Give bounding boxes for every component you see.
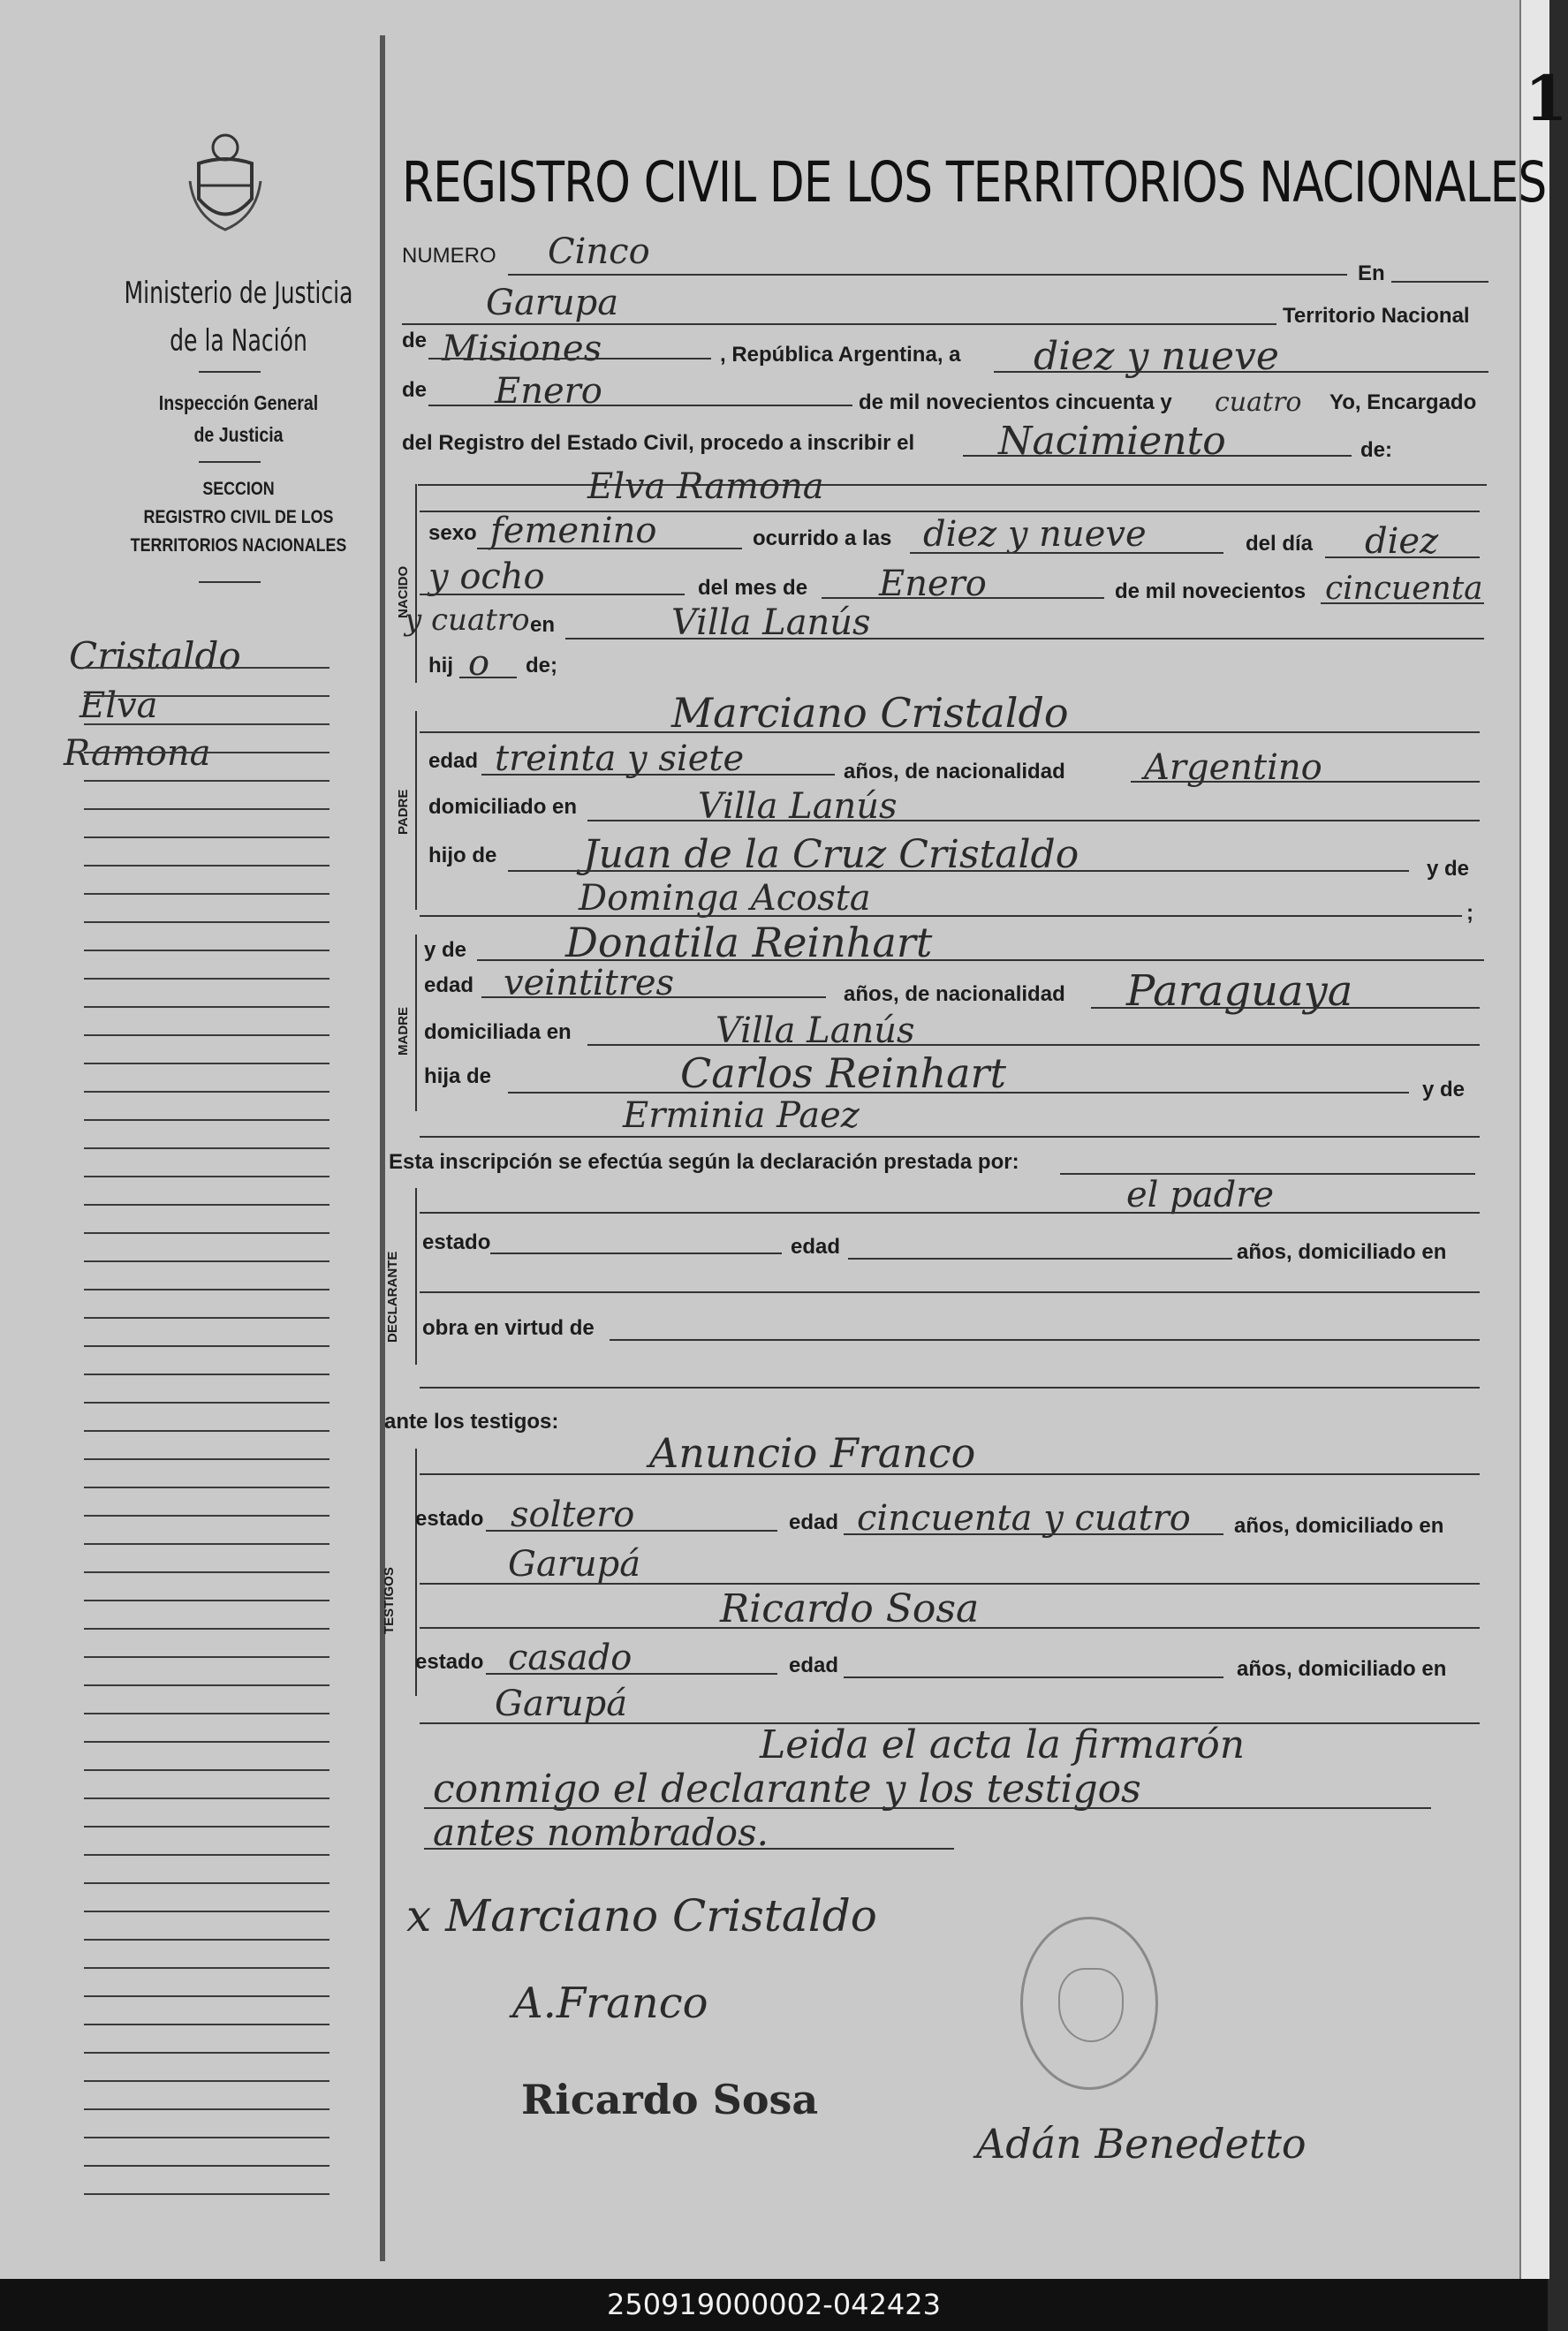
field-line [420, 594, 685, 595]
declarante-edad-label: edad [791, 1235, 841, 1259]
inspection-heading [111, 387, 367, 450]
en-label: en [530, 613, 556, 637]
margin-rule [84, 1882, 330, 1884]
declarante-value: el padre [1126, 1175, 1275, 1215]
ministry-line-1: Ministerio de Justicia [124, 276, 353, 311]
year-label: de mil novecientos cincuenta y [859, 390, 1172, 414]
testigo1-edad: cincuenta y cuatro [857, 1498, 1191, 1539]
field-line [481, 774, 835, 776]
margin-rule [84, 1684, 330, 1686]
nacido-name: Elva Ramona [587, 466, 824, 507]
signature-father: x Marciano Cristaldo [406, 1890, 877, 1941]
de-label: de [402, 329, 428, 352]
margin-rule [84, 1854, 330, 1856]
month-value: Enero [495, 371, 602, 412]
margin-rule [84, 1006, 330, 1008]
margin-rule [84, 1119, 330, 1121]
margin-rule [84, 2052, 330, 2054]
madre-nacionalidad: Paraguaya [1126, 966, 1353, 1016]
margin-rule [84, 752, 330, 753]
margin-rule [84, 1034, 330, 1036]
field-line [424, 1807, 1431, 1809]
act-value: Nacimiento [998, 419, 1226, 464]
margin-rule [84, 1967, 330, 1969]
field-line [848, 1258, 1232, 1260]
padre-anos-label: años, de nacionalidad [844, 760, 1065, 783]
section-line-2: REGISTRO CIVIL DE LOS [143, 507, 334, 527]
madre-hija-de-label: hija de [424, 1064, 492, 1088]
page-fold [380, 35, 385, 2261]
margin-rule [84, 2108, 330, 2110]
nacido-section-label: NACIDO [396, 565, 411, 618]
declarante-section-rule [415, 1188, 417, 1365]
madre-edad-value: veintitres [504, 963, 675, 1003]
national-emblem-icon [186, 128, 265, 234]
margin-rule [84, 1063, 330, 1064]
en-label: En [1358, 261, 1385, 285]
field-line [428, 358, 711, 359]
margin-rule [84, 1939, 330, 1941]
declaracion-label: Esta inscripción se efectúa según la declaración prestada por: [389, 1150, 1019, 1174]
padre-semicolon: ; [1466, 901, 1473, 925]
field-line [844, 1533, 1223, 1535]
registro-label: del Registro del Estado Civil, procedo a inscribir el [402, 431, 915, 455]
field-line [486, 1530, 777, 1532]
margin-surname: Cristaldo [69, 634, 241, 677]
page-number: 1 [1525, 62, 1568, 135]
margin-rule [84, 1515, 330, 1517]
margin-second-name: Ramona [64, 733, 211, 774]
padre-name: Marciano Cristaldo [671, 689, 1069, 737]
field-line [477, 959, 1484, 961]
field-line [420, 1583, 1480, 1585]
divider [199, 371, 261, 373]
declarante-anos-label: años, domiciliado en [1237, 1240, 1447, 1264]
field-line [1391, 281, 1488, 283]
abuelo-paterno: Juan de la Cruz Cristaldo [583, 832, 1079, 877]
field-line [420, 1473, 1480, 1475]
field-line [459, 677, 517, 678]
field-line [420, 1212, 1480, 1214]
margin-rule [84, 1147, 330, 1149]
padre-nacionalidad: Argentino [1144, 747, 1322, 788]
encargado-label: Yo, Encargado [1329, 390, 1477, 414]
ministry-line-2: de la Nación [170, 323, 307, 359]
field-line [1321, 602, 1484, 604]
madre-name: Donatila Reinhart [565, 919, 933, 966]
field-line [844, 1676, 1223, 1678]
field-line [428, 405, 852, 406]
field-line [420, 731, 1480, 733]
field-line [486, 1673, 777, 1675]
testigo2-anos-label: años, domiciliado en [1237, 1657, 1447, 1681]
margin-rule [84, 667, 330, 669]
field-line [963, 455, 1352, 457]
padre-edad-value: treinta y siete [495, 738, 745, 779]
ministry-heading [116, 269, 362, 365]
margin-rule [84, 2165, 330, 2167]
madre-domicilio-label: domiciliada en [424, 1020, 572, 1044]
margin-rule [84, 780, 330, 782]
margin-rule [84, 1317, 330, 1319]
madre-edad-label: edad [424, 973, 474, 997]
margin-rule [84, 1402, 330, 1404]
del-dia-label: del día [1246, 532, 1314, 556]
field-line [994, 371, 1488, 373]
field-line [1131, 781, 1480, 783]
divider [199, 581, 261, 583]
margin-rule [84, 2137, 330, 2138]
field-line [420, 1627, 1480, 1629]
testigo2-name: Ricardo Sosa [720, 1586, 980, 1631]
margin-rule [84, 1600, 330, 1601]
margin-rule [84, 1713, 330, 1714]
de-label: de [402, 378, 428, 402]
republica-label: , República Argentina, a [720, 343, 961, 367]
margin-rule [84, 1543, 330, 1545]
declarante-estado-label: estado [422, 1230, 491, 1254]
testigos-section-label: TESTIGOS [382, 1567, 397, 1634]
margin-rule [84, 1995, 330, 1997]
margin-rule [84, 1628, 330, 1630]
inspection-line-1: Inspección General [158, 391, 319, 414]
field-line [587, 820, 1480, 821]
closing-line-1: Leida el acta la firmarón [760, 1722, 1246, 1767]
field-line [910, 552, 1223, 554]
margin-rule [84, 1741, 330, 1743]
field-line [508, 870, 1409, 872]
section-line-1: SECCION [202, 479, 275, 499]
field-line [420, 1387, 1480, 1389]
territory-value: Misiones [442, 329, 602, 369]
page-title: REGISTRO CIVIL DE LOS TERRITORIOS NACIONALES [402, 150, 1547, 215]
margin-rule [84, 1232, 330, 1234]
field-line [477, 548, 742, 549]
testigos-intro: ante los testigos: [384, 1410, 559, 1434]
testigo2-estado-label: estado [415, 1650, 484, 1674]
adjacent-page-edge [1519, 0, 1568, 2279]
margin-rule [84, 695, 330, 697]
lugar-value: Villa Lanús [671, 602, 871, 643]
testigo1-domicilio: Garupá [508, 1544, 641, 1585]
hij-value: o [468, 643, 490, 684]
testigo1-edad-label: edad [789, 1510, 839, 1534]
margin-rule [84, 1487, 330, 1488]
signature-registrar: Adán Benedetto [976, 2120, 1307, 2168]
padre-section-rule [415, 711, 417, 910]
madre-y-de-label: y de [424, 938, 467, 962]
inspection-line-2: de Justicia [193, 423, 284, 446]
field-line [565, 638, 1484, 640]
padre-domicilio: Villa Lanús [698, 786, 898, 827]
abuela-materna: Erminia Paez [623, 1095, 860, 1136]
testigo1-estado: soltero [511, 1495, 635, 1535]
margin-rule [84, 1911, 330, 1912]
sexo-value: femenino [490, 511, 657, 551]
padre-section-label: PADRE [396, 789, 411, 835]
numero-label: NUMERO [402, 244, 496, 268]
field-line [508, 274, 1347, 276]
stamp-seal-icon [1058, 1968, 1124, 2042]
padre-domicilio-label: domiciliado en [428, 795, 578, 819]
dia-value-continued: y ocho [428, 556, 545, 597]
hij-label: hij [428, 654, 453, 677]
anio-value: cincuenta [1325, 571, 1483, 607]
testigo1-estado-label: estado [415, 1507, 484, 1531]
padre-hijo-de-label: hijo de [428, 844, 497, 867]
dia-value: diez [1365, 521, 1439, 562]
madre-anos-label: años, de nacionalidad [844, 982, 1065, 1006]
section-top-rule [418, 484, 1487, 486]
field-line [610, 1339, 1480, 1341]
margin-rule [84, 2193, 330, 2195]
section-line-3: TERRITORIOS NACIONALES [130, 535, 347, 556]
del-mes-label: del mes de [698, 576, 808, 600]
margin-rule [84, 921, 330, 923]
margin-rule [84, 1656, 330, 1658]
territorio-label: Territorio Nacional [1283, 304, 1470, 328]
field-line [420, 915, 1462, 917]
document-id-footer: 250919000002-042423 [0, 2279, 1548, 2331]
margin-rule [84, 1289, 330, 1290]
testigo2-estado: casado [508, 1638, 633, 1678]
margin-rule [84, 1091, 330, 1093]
de-colon: de: [1360, 438, 1392, 462]
testigo1-anos-label: años, domiciliado en [1234, 1514, 1444, 1538]
closing-line-3: antes nombrados. [433, 1811, 769, 1854]
margin-rule [84, 893, 330, 895]
official-stamp [1020, 1917, 1158, 2090]
margin-rule [84, 836, 330, 838]
padre-y-de-label: y de [1427, 857, 1470, 881]
field-line [420, 1291, 1480, 1293]
margin-rule [84, 1260, 330, 1262]
hora-value: diez y nueve [923, 514, 1147, 555]
field-line [1091, 1007, 1480, 1009]
signature-witness-1: A.Franco [512, 1979, 708, 2028]
field-line [402, 323, 1276, 325]
madre-section-label: MADRE [396, 1007, 411, 1056]
margin-rule [84, 1769, 330, 1771]
field-line [822, 597, 1104, 599]
margin-rule [84, 1176, 330, 1177]
mil-label: de mil novecientos [1115, 579, 1307, 603]
hijo-de-label: de; [526, 654, 557, 677]
signature-witness-2: Ricardo Sosa [521, 2076, 819, 2123]
margin-rule [84, 1571, 330, 1573]
divider [199, 461, 261, 463]
madre-domicilio: Villa Lanús [716, 1010, 915, 1051]
mes-value: Enero [879, 564, 987, 604]
margin-rule [84, 1374, 330, 1375]
padre-edad-label: edad [428, 749, 479, 773]
madre-section-rule [415, 935, 417, 1111]
field-line [481, 996, 826, 998]
numero-value: Cinco [548, 231, 650, 272]
margin-rule [84, 1204, 330, 1206]
margin-rule [84, 1345, 330, 1347]
anio-value-continued: y cuatro [405, 602, 530, 638]
year-value: cuatro [1215, 387, 1302, 418]
testigo2-domicilio: Garupá [495, 1684, 628, 1724]
margin-rule [84, 1826, 330, 1828]
section-heading [111, 475, 367, 560]
margin-rule [84, 2024, 330, 2025]
testigo2-edad-label: edad [789, 1654, 839, 1677]
place-value: Garupa [486, 283, 619, 323]
nacido-section-rule [415, 484, 417, 683]
field-line [420, 1136, 1480, 1138]
margin-rule [84, 950, 330, 951]
field-line [587, 1044, 1480, 1046]
field-line [1325, 556, 1480, 558]
abuela-paterna: Dominga Acosta [579, 878, 871, 919]
margin-rule [84, 1458, 330, 1460]
margin-rule [84, 2080, 330, 2082]
margin-name: Elva [80, 685, 158, 726]
margin-rule [84, 978, 330, 980]
sexo-label: sexo [428, 521, 477, 545]
field-line [424, 1848, 954, 1850]
margin-rule [84, 865, 330, 867]
testigo1-name: Anuncio Franco [649, 1429, 976, 1477]
field-line [490, 1253, 782, 1254]
madre-y-de-label: y de [1422, 1078, 1466, 1101]
margin-rule [84, 1797, 330, 1799]
margin-rule [84, 1430, 330, 1432]
margin-rule [84, 723, 330, 725]
declarante-section-label: DECLARANTE [385, 1251, 400, 1343]
closing-line-2: conmigo el declarante y los testigos [433, 1767, 1141, 1812]
margin-rule [84, 808, 330, 810]
field-line [508, 1092, 1409, 1094]
obra-label: obra en virtud de [422, 1316, 595, 1340]
day-value: diez y nueve [1034, 334, 1279, 379]
abuelo-materno: Carlos Reinhart [680, 1049, 1006, 1097]
ocurrido-label: ocurrido a las [753, 526, 892, 550]
